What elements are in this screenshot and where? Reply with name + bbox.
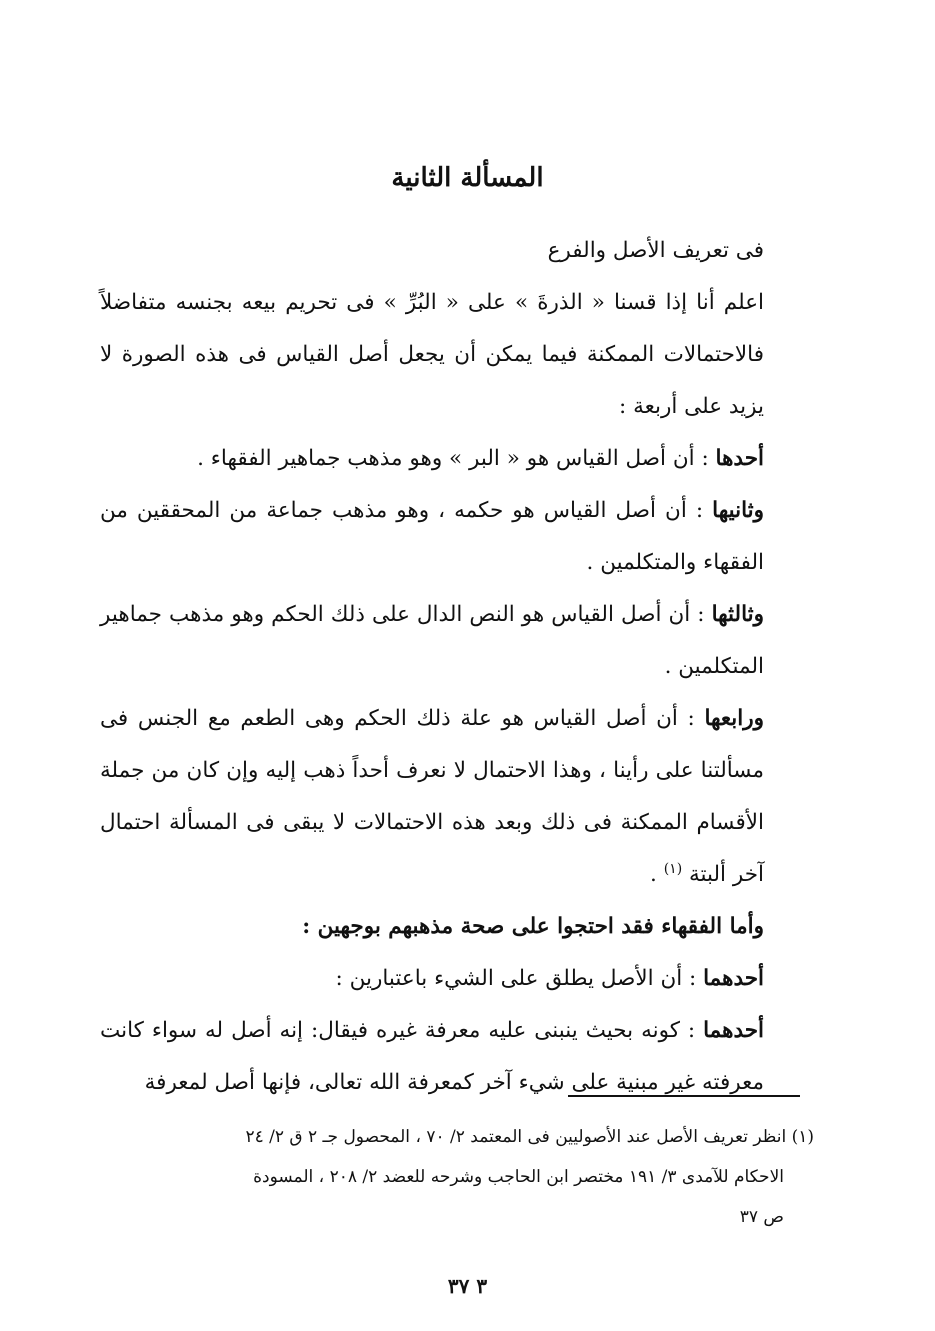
argument-text: : كونه بحيث ينبنى عليه معرفة غيره فيقال: إنه أصل له سواء كانت معرفته غير مبنية على شيء آخر كمعرفة الله تعالى، فإنها أصل لمعرفة bbox=[100, 1018, 764, 1095]
subheading: وأما الفقهاء فقد احتجوا على صحة مذهبهم بوجهين : bbox=[302, 914, 764, 939]
item-third bbox=[100, 589, 812, 693]
argument-lead: أحدهما bbox=[703, 1018, 764, 1043]
intro-paragraph: اعلم أنا إذا قسنا « الذرةَ » على « البُرِّ » فى تحريم بيعه بجنسه متفاضلاً فالاحتمالات الممكنة فيما يمكن أن يجعل أصل القياس فى هذه الصورة لا يزيد على أربعة : bbox=[100, 290, 764, 419]
footnote-line: (١) انظر تعريف الأصل عند الأصوليين فى المعتمد ٢/ ٧٠ ، المحصول جـ ٢ ق ٢/ ٢٤ bbox=[245, 1127, 814, 1147]
footnote-marker[interactable]: (١) bbox=[663, 860, 683, 877]
page-number: ٣ ٣٧ bbox=[447, 1274, 488, 1298]
item-text: : أن أصل القياس هو حكمه ، وهو مذهب جماعة من المحققين من الفقهاء والمتكلمين . bbox=[100, 498, 764, 575]
item-lead: ورابعها bbox=[704, 706, 764, 731]
argument-first bbox=[100, 953, 812, 1005]
main-text bbox=[100, 225, 812, 1109]
item-lead: وثالثها bbox=[711, 602, 764, 627]
subtitle: فى تعريف الأصل والفرع bbox=[547, 238, 764, 263]
item-lead: وثانيها bbox=[712, 498, 764, 523]
item-text: : أن أصل القياس هو علة ذلك الحكم وهى الطعم مع الجنس فى مسألتنا على رأينا ، وهذا الاحتمال لا نعرف أحداً ذهب إليه وإن كان من جملة الأقسام الممكنة فى ذلك وبعد هذه الاحتمالات لا يبقى فى المسألة احتمال آخر ألبتة bbox=[100, 706, 764, 887]
footnote bbox=[96, 1117, 814, 1237]
section-title: المسألة الثانية bbox=[391, 163, 544, 193]
item-text: : أن أصل القياس هو النص الدال على ذلك الحكم وهو مذهب جماهير المتكلمين . bbox=[100, 602, 764, 679]
footnote-line: الاحكام للآمدى ٣/ ١٩١ مختصر ابن الحاجب وشرحه للعضد ٢/ ٢٠٨ ، المسودة bbox=[253, 1167, 784, 1187]
argument-lead: أحدهما bbox=[703, 966, 764, 991]
item-fourth bbox=[100, 693, 812, 901]
item-lead: أحدها bbox=[715, 446, 764, 471]
footnote-line: ص ٣٧ bbox=[739, 1207, 784, 1227]
footnote-divider bbox=[568, 1095, 800, 1097]
item-first bbox=[100, 433, 812, 485]
item-tail: . bbox=[650, 862, 664, 887]
item-second bbox=[100, 485, 812, 589]
item-text: : أن أصل القياس هو « البر » وهو مذهب جماهير الفقهاء . bbox=[197, 446, 716, 471]
argument-text: : أن الأصل يطلق على الشيء باعتبارين : bbox=[335, 966, 704, 991]
argument-second bbox=[100, 1005, 812, 1109]
